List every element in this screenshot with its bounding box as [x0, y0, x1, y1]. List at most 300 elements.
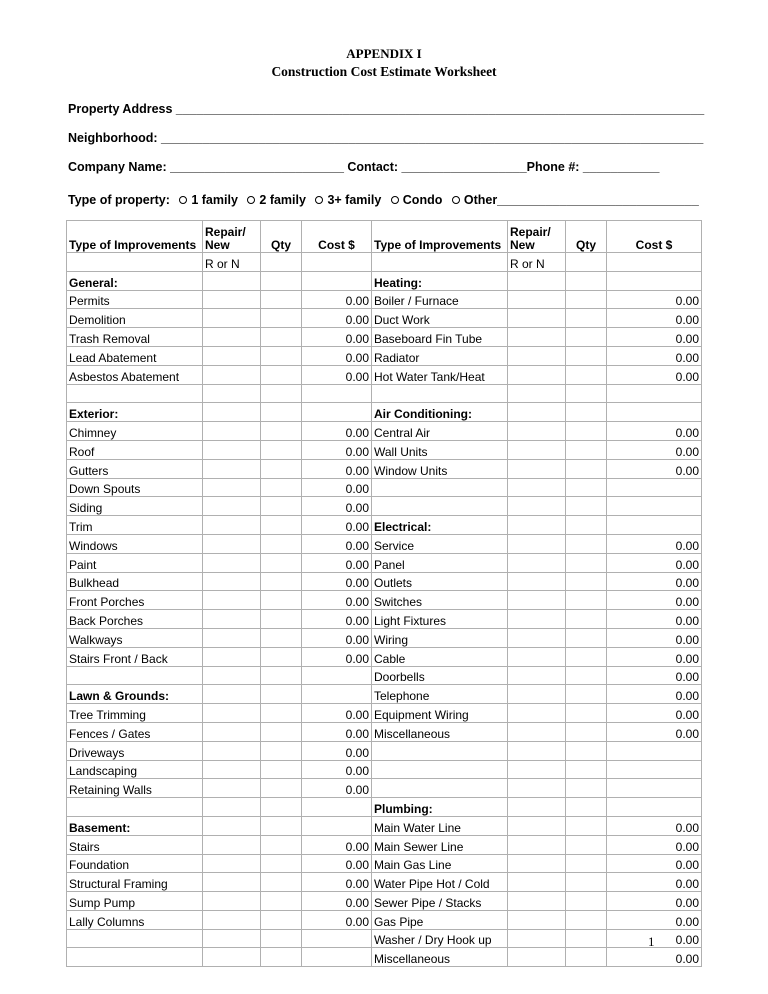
improvement-name: Gutters: [67, 459, 203, 478]
cost-cell[interactable]: 0.00: [607, 328, 702, 347]
cost-cell[interactable]: [607, 271, 702, 290]
table-row: [67, 685, 702, 704]
qty-cell[interactable]: [261, 346, 302, 365]
repair-new-cell[interactable]: [203, 384, 261, 403]
repair-new-cell[interactable]: [203, 422, 261, 441]
repair-new-cell[interactable]: [508, 610, 566, 629]
cost-cell[interactable]: 0.00: [607, 910, 702, 929]
cost-cell[interactable]: 0.00: [607, 647, 702, 666]
cost-cell[interactable]: 0.00: [302, 328, 372, 347]
cost-cell[interactable]: 0.00: [302, 346, 372, 365]
repair-new-cell[interactable]: [508, 553, 566, 572]
cost-cell[interactable]: 0.00: [607, 854, 702, 873]
cost-worksheet-table: [66, 220, 702, 967]
qty-cell[interactable]: [261, 816, 302, 835]
improvement-name: Panel: [372, 553, 508, 572]
repair-new-cell[interactable]: [508, 384, 566, 403]
qty-cell[interactable]: [566, 384, 607, 403]
improvement-name: [372, 760, 508, 779]
radio-icon[interactable]: [247, 196, 255, 204]
repair-new-cell[interactable]: [508, 948, 566, 967]
qty-cell[interactable]: [566, 779, 607, 798]
appendix-heading: APPENDIX I: [346, 46, 422, 61]
table-row: [67, 346, 702, 365]
qty-cell[interactable]: [566, 835, 607, 854]
section-heading: Air Conditioning:: [372, 403, 508, 422]
table-row: [67, 290, 702, 309]
improvement-name: Tree Trimming: [67, 704, 203, 723]
col-header-type: Type of Improvements: [67, 221, 203, 253]
cost-cell[interactable]: 0.00: [302, 835, 372, 854]
repair-new-cell[interactable]: [508, 403, 566, 422]
repair-new-cell[interactable]: [203, 459, 261, 478]
cost-cell[interactable]: 0.00: [607, 534, 702, 553]
table-row: [67, 459, 702, 478]
cost-cell[interactable]: 0.00: [302, 910, 372, 929]
qty-cell[interactable]: [261, 516, 302, 535]
qty-cell[interactable]: [261, 666, 302, 685]
cost-cell[interactable]: 0.00: [302, 892, 372, 911]
qty-cell[interactable]: [261, 798, 302, 817]
repair-new-cell[interactable]: [508, 760, 566, 779]
option-1-family: 1 family: [191, 193, 238, 207]
repair-new-cell[interactable]: [508, 798, 566, 817]
repair-new-cell[interactable]: [203, 553, 261, 572]
qty-cell[interactable]: [261, 309, 302, 328]
qty-cell[interactable]: [566, 666, 607, 685]
property-address-field[interactable]: Property Address ____________________________________________________________________________: [68, 102, 705, 116]
qty-cell[interactable]: [261, 835, 302, 854]
repair-new-cell[interactable]: [203, 328, 261, 347]
improvement-name: [372, 741, 508, 760]
repair-new-cell[interactable]: [508, 816, 566, 835]
cost-cell[interactable]: [607, 741, 702, 760]
qty-cell[interactable]: [261, 779, 302, 798]
qty-cell[interactable]: [566, 741, 607, 760]
cost-cell[interactable]: 0.00: [302, 478, 372, 497]
repair-new-cell[interactable]: [508, 647, 566, 666]
qty-cell[interactable]: [566, 685, 607, 704]
cost-cell[interactable]: 0.00: [302, 873, 372, 892]
cost-cell[interactable]: 0.00: [607, 873, 702, 892]
cost-cell[interactable]: [302, 929, 372, 948]
table-row: [67, 328, 702, 347]
repair-new-cell[interactable]: [203, 534, 261, 553]
repair-new-cell[interactable]: [203, 628, 261, 647]
cost-cell[interactable]: [607, 760, 702, 779]
repair-new-cell[interactable]: [203, 910, 261, 929]
qty-cell[interactable]: [566, 553, 607, 572]
qty-cell[interactable]: [261, 610, 302, 629]
improvement-name: Baseboard Fin Tube: [372, 328, 508, 347]
improvement-name: Boiler / Furnace: [372, 290, 508, 309]
cost-cell[interactable]: 0.00: [302, 779, 372, 798]
repair-new-cell[interactable]: [508, 365, 566, 384]
repair-new-cell[interactable]: [508, 534, 566, 553]
qty-cell[interactable]: [566, 440, 607, 459]
improvement-name: Wiring: [372, 628, 508, 647]
cost-cell[interactable]: 0.00: [302, 741, 372, 760]
section-heading: Basement:: [67, 816, 203, 835]
cost-cell[interactable]: 0.00: [302, 422, 372, 441]
cost-cell[interactable]: [607, 516, 702, 535]
qty-cell[interactable]: [566, 403, 607, 422]
table-row: [67, 798, 702, 817]
cost-cell[interactable]: 0.00: [607, 365, 702, 384]
cost-cell[interactable]: [302, 666, 372, 685]
qty-cell[interactable]: [566, 271, 607, 290]
qty-cell[interactable]: [261, 384, 302, 403]
cost-cell[interactable]: 0.00: [607, 422, 702, 441]
company-contact-phone-field[interactable]: Company Name: _________________________ Contact: __________________Phone #: ___________: [68, 160, 660, 174]
repair-new-cell[interactable]: [508, 910, 566, 929]
cost-cell[interactable]: [302, 798, 372, 817]
qty-cell[interactable]: [566, 610, 607, 629]
repair-new-cell[interactable]: [508, 478, 566, 497]
improvement-name: Water Pipe Hot / Cold: [372, 873, 508, 892]
option-condo: Condo: [402, 193, 443, 207]
cost-cell[interactable]: 0.00: [302, 854, 372, 873]
cost-cell[interactable]: [607, 384, 702, 403]
repair-new-cell[interactable]: [508, 892, 566, 911]
improvement-name: Asbestos Abatement: [67, 365, 203, 384]
improvement-name: Siding: [67, 497, 203, 516]
qty-cell[interactable]: [566, 854, 607, 873]
qty-cell[interactable]: [261, 572, 302, 591]
repair-new-cell[interactable]: [203, 929, 261, 948]
qty-cell[interactable]: [261, 365, 302, 384]
repair-new-cell[interactable]: [508, 704, 566, 723]
repair-new-cell[interactable]: [508, 290, 566, 309]
repair-new-cell[interactable]: [203, 403, 261, 422]
qty-cell[interactable]: [566, 497, 607, 516]
neighborhood-field[interactable]: Neighborhood: ______________________________________________________________________________: [68, 131, 704, 145]
qty-cell[interactable]: [261, 948, 302, 967]
cost-cell[interactable]: 0.00: [607, 440, 702, 459]
improvement-name: Main Sewer Line: [372, 835, 508, 854]
improvement-name: Retaining Walls: [67, 779, 203, 798]
cost-cell[interactable]: [607, 403, 702, 422]
qty-cell[interactable]: [566, 873, 607, 892]
repair-new-cell[interactable]: [508, 835, 566, 854]
qty-cell[interactable]: [261, 929, 302, 948]
cost-cell[interactable]: [302, 384, 372, 403]
qty-cell[interactable]: [261, 647, 302, 666]
cost-cell[interactable]: 0.00: [607, 290, 702, 309]
improvement-name: Wall Units: [372, 440, 508, 459]
qty-cell[interactable]: [261, 628, 302, 647]
cost-cell[interactable]: 0.00: [607, 685, 702, 704]
table-row: [67, 666, 702, 685]
qty-cell[interactable]: [566, 760, 607, 779]
cost-cell[interactable]: [607, 478, 702, 497]
cost-cell[interactable]: 0.00: [302, 628, 372, 647]
radio-icon[interactable]: [391, 196, 399, 204]
table-row: [67, 534, 702, 553]
cost-cell[interactable]: 0.00: [302, 572, 372, 591]
cost-cell[interactable]: 0.00: [302, 290, 372, 309]
repair-new-cell[interactable]: [203, 685, 261, 704]
repair-new-cell[interactable]: [203, 365, 261, 384]
qty-cell[interactable]: [566, 422, 607, 441]
repair-new-cell[interactable]: [203, 760, 261, 779]
qty-cell[interactable]: [566, 572, 607, 591]
cost-cell[interactable]: 0.00: [607, 704, 702, 723]
qty-cell[interactable]: [261, 459, 302, 478]
table-row: [67, 779, 702, 798]
qty-cell[interactable]: [566, 534, 607, 553]
cost-cell[interactable]: 0.00: [607, 459, 702, 478]
cost-cell[interactable]: 0.00: [607, 309, 702, 328]
qty-cell[interactable]: [566, 948, 607, 967]
cost-cell[interactable]: 0.00: [607, 628, 702, 647]
col-header-qty-2: Qty: [566, 221, 607, 253]
cost-cell[interactable]: 0.00: [302, 704, 372, 723]
col-header-qty: Qty: [261, 221, 302, 253]
repair-new-cell[interactable]: [508, 628, 566, 647]
property-type-label: Type of property:: [68, 193, 170, 207]
option-2-family: 2 family: [259, 193, 306, 207]
table-row: [67, 384, 702, 403]
repair-new-cell[interactable]: [508, 685, 566, 704]
qty-cell[interactable]: [261, 422, 302, 441]
repair-new-cell[interactable]: [508, 271, 566, 290]
cost-cell[interactable]: 0.00: [302, 534, 372, 553]
cost-cell[interactable]: 0.00: [607, 816, 702, 835]
repair-new-cell[interactable]: [203, 478, 261, 497]
improvement-name: Paint: [67, 553, 203, 572]
repair-new-cell[interactable]: [203, 440, 261, 459]
qty-cell[interactable]: [566, 328, 607, 347]
cost-cell[interactable]: 0.00: [302, 722, 372, 741]
repair-new-cell[interactable]: [203, 610, 261, 629]
repair-new-cell[interactable]: [508, 309, 566, 328]
improvement-name: Cable: [372, 647, 508, 666]
table-row: [67, 741, 702, 760]
repair-new-cell[interactable]: [203, 516, 261, 535]
cost-cell[interactable]: 0.00: [607, 572, 702, 591]
improvement-name: Miscellaneous: [372, 948, 508, 967]
repair-new-cell[interactable]: [508, 497, 566, 516]
qty-cell[interactable]: [261, 910, 302, 929]
repair-new-cell[interactable]: [508, 516, 566, 535]
cost-cell[interactable]: 0.00: [302, 610, 372, 629]
table-row: [67, 553, 702, 572]
repair-new-cell[interactable]: [508, 328, 566, 347]
table-row: [67, 422, 702, 441]
cost-cell[interactable]: 0.00: [302, 309, 372, 328]
table-row: [67, 647, 702, 666]
repair-new-cell[interactable]: [508, 854, 566, 873]
section-heading: Exterior:: [67, 403, 203, 422]
cost-cell[interactable]: [607, 779, 702, 798]
qty-cell[interactable]: [261, 290, 302, 309]
repair-new-cell[interactable]: [203, 835, 261, 854]
improvement-name: Windows: [67, 534, 203, 553]
qty-cell[interactable]: [566, 591, 607, 610]
qty-cell[interactable]: [261, 271, 302, 290]
table-row: [67, 403, 702, 422]
repair-new-cell[interactable]: [508, 591, 566, 610]
qty-cell[interactable]: [566, 290, 607, 309]
qty-cell[interactable]: [261, 497, 302, 516]
table-row: [67, 271, 702, 290]
improvement-name: Sewer Pipe / Stacks: [372, 892, 508, 911]
table-row: [67, 910, 702, 929]
repair-new-cell[interactable]: [203, 816, 261, 835]
qty-cell[interactable]: [261, 685, 302, 704]
repair-new-cell[interactable]: [203, 798, 261, 817]
repair-new-cell[interactable]: [203, 779, 261, 798]
cost-cell[interactable]: [302, 403, 372, 422]
repair-new-cell[interactable]: [508, 440, 566, 459]
improvement-name: [67, 798, 203, 817]
repair-new-cell[interactable]: [203, 647, 261, 666]
repair-new-cell[interactable]: [508, 779, 566, 798]
cost-cell[interactable]: 0.00: [302, 459, 372, 478]
qty-cell[interactable]: [261, 534, 302, 553]
table-row: [67, 628, 702, 647]
qty-cell[interactable]: [261, 403, 302, 422]
repair-new-cell[interactable]: [203, 948, 261, 967]
qty-cell[interactable]: [261, 854, 302, 873]
qty-cell[interactable]: [261, 553, 302, 572]
improvement-name: [67, 384, 203, 403]
repair-new-cell[interactable]: [203, 346, 261, 365]
repair-new-cell[interactable]: [508, 572, 566, 591]
table-row: [67, 760, 702, 779]
cost-cell[interactable]: 0.00: [607, 666, 702, 685]
cost-cell[interactable]: 0.00: [607, 553, 702, 572]
repair-new-cell[interactable]: [508, 459, 566, 478]
radio-icon[interactable]: [452, 196, 460, 204]
improvement-name: Structural Framing: [67, 873, 203, 892]
cost-cell[interactable]: 0.00: [607, 722, 702, 741]
repair-new-cell[interactable]: [508, 422, 566, 441]
cost-cell[interactable]: 0.00: [607, 835, 702, 854]
cost-cell[interactable]: 0.00: [607, 610, 702, 629]
improvement-name: Stairs: [67, 835, 203, 854]
cost-cell[interactable]: 0.00: [607, 346, 702, 365]
qty-cell[interactable]: [261, 741, 302, 760]
cost-cell[interactable]: [302, 816, 372, 835]
improvement-name: Fences / Gates: [67, 722, 203, 741]
qty-cell[interactable]: [566, 628, 607, 647]
cost-cell[interactable]: 0.00: [302, 760, 372, 779]
repair-new-cell[interactable]: [203, 704, 261, 723]
repair-new-cell[interactable]: [508, 666, 566, 685]
qty-cell[interactable]: [566, 816, 607, 835]
improvement-name: Hot Water Tank/Heat: [372, 365, 508, 384]
repair-new-cell[interactable]: [203, 572, 261, 591]
qty-cell[interactable]: [261, 722, 302, 741]
cost-cell[interactable]: [302, 948, 372, 967]
cost-cell[interactable]: [302, 685, 372, 704]
cost-cell[interactable]: 0.00: [302, 591, 372, 610]
repair-new-cell[interactable]: [203, 271, 261, 290]
qty-cell[interactable]: [261, 591, 302, 610]
cost-cell[interactable]: [607, 497, 702, 516]
qty-cell[interactable]: [566, 704, 607, 723]
cost-cell[interactable]: 0.00: [607, 591, 702, 610]
repair-new-cell[interactable]: [203, 741, 261, 760]
qty-cell[interactable]: [566, 722, 607, 741]
repair-new-cell[interactable]: [203, 854, 261, 873]
improvement-name: Gas Pipe: [372, 910, 508, 929]
qty-cell[interactable]: [261, 873, 302, 892]
improvement-name: Lally Columns: [67, 910, 203, 929]
qty-cell[interactable]: [566, 309, 607, 328]
improvement-name: [67, 929, 203, 948]
improvement-name: Walkways: [67, 628, 203, 647]
repair-new-cell[interactable]: [203, 309, 261, 328]
cost-cell[interactable]: 0.00: [302, 497, 372, 516]
r-or-n-label: R or N: [203, 253, 261, 272]
qty-cell[interactable]: [261, 704, 302, 723]
cost-cell[interactable]: 0.00: [607, 929, 702, 948]
qty-cell[interactable]: [261, 440, 302, 459]
qty-cell[interactable]: [261, 892, 302, 911]
qty-cell[interactable]: [566, 516, 607, 535]
qty-cell[interactable]: [566, 478, 607, 497]
section-heading: General:: [67, 271, 203, 290]
qty-cell[interactable]: [566, 365, 607, 384]
repair-new-cell[interactable]: [508, 873, 566, 892]
radio-icon[interactable]: [179, 196, 187, 204]
qty-cell[interactable]: [566, 798, 607, 817]
cost-cell[interactable]: 0.00: [302, 365, 372, 384]
qty-cell[interactable]: [261, 478, 302, 497]
cost-cell[interactable]: 0.00: [302, 516, 372, 535]
page-title: Construction Cost Estimate Worksheet: [271, 64, 497, 79]
qty-cell[interactable]: [566, 459, 607, 478]
cost-cell[interactable]: 0.00: [302, 440, 372, 459]
repair-new-cell[interactable]: [203, 892, 261, 911]
repair-new-cell[interactable]: [203, 666, 261, 685]
repair-new-cell[interactable]: [508, 722, 566, 741]
repair-new-cell[interactable]: [508, 346, 566, 365]
repair-new-cell[interactable]: [203, 722, 261, 741]
qty-cell[interactable]: [566, 910, 607, 929]
option-other[interactable]: Other_____________________________: [463, 193, 699, 207]
improvement-name: Radiator: [372, 346, 508, 365]
qty-cell[interactable]: [261, 328, 302, 347]
cost-cell[interactable]: 0.00: [302, 647, 372, 666]
qty-cell[interactable]: [566, 892, 607, 911]
repair-new-cell[interactable]: [203, 873, 261, 892]
repair-new-cell[interactable]: [508, 929, 566, 948]
qty-cell[interactable]: [261, 760, 302, 779]
qty-cell[interactable]: [566, 647, 607, 666]
repair-new-cell[interactable]: [203, 290, 261, 309]
cost-cell[interactable]: 0.00: [302, 553, 372, 572]
improvement-name: Switches: [372, 591, 508, 610]
repair-new-cell[interactable]: [508, 741, 566, 760]
improvement-name: Stairs Front / Back: [67, 647, 203, 666]
qty-cell[interactable]: [566, 346, 607, 365]
qty-cell[interactable]: [566, 929, 607, 948]
cost-cell[interactable]: [607, 798, 702, 817]
repair-new-cell[interactable]: [203, 497, 261, 516]
option-3plus-family: 3+ family: [327, 193, 382, 207]
col-header-repair-new: Repair/ New: [203, 221, 261, 253]
cost-cell[interactable]: [302, 271, 372, 290]
cost-cell[interactable]: 0.00: [607, 948, 702, 967]
improvement-name: [372, 497, 508, 516]
radio-icon[interactable]: [315, 196, 323, 204]
repair-new-cell[interactable]: [203, 591, 261, 610]
cost-cell[interactable]: 0.00: [607, 892, 702, 911]
